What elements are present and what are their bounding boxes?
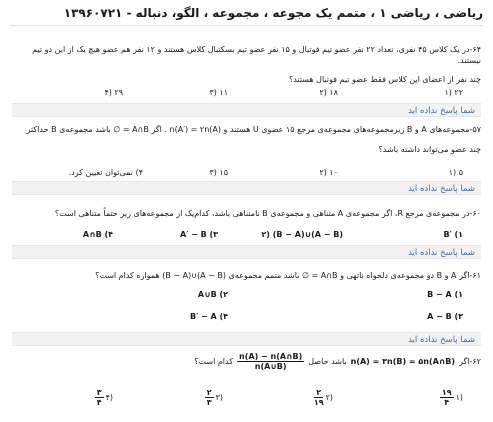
- option-4[interactable]: A∩B (۴: [82, 230, 113, 239]
- option-3[interactable]: ۱۱ (۳: [209, 88, 228, 97]
- question-text: باشد حاصل: [308, 357, 347, 366]
- fraction-numerator: n(A) − n(A∩B): [239, 352, 303, 361]
- option-1[interactable]: B′ (۱: [443, 230, 463, 239]
- option-label: (۲: [325, 393, 333, 402]
- option-3[interactable]: A′ − B (۳: [180, 230, 218, 239]
- option-denominator: ۳: [206, 398, 212, 407]
- question-57: [12, 124, 481, 155]
- question-text: ۶۱-اگر A و B دو مجموعه‌ی دلخواه ناتهی و A∩B = ∅ باشد متمم مجموعه‌ی (A − B)∪(B − A) همواره کدام است؟: [95, 271, 481, 280]
- fraction-expression: [237, 352, 304, 371]
- option-3[interactable]: [205, 388, 223, 407]
- option-4[interactable]: B′ − A (۴: [190, 312, 228, 321]
- option-2[interactable]: (A − B)∪(B − A) (۲: [261, 230, 343, 239]
- question-62: [12, 352, 481, 371]
- options-64: [20, 88, 473, 100]
- options-61-row1: [20, 290, 473, 302]
- question-64: [12, 44, 481, 85]
- option-4[interactable]: ۲۹ (۴: [104, 88, 123, 97]
- option-numerator: ۳: [96, 388, 102, 397]
- option-numerator: ۱۹: [441, 388, 452, 397]
- question-text: ۵۷-مجموعه‌های A و B زیرمجموعه‌های مجموعه‌ی مرجع ۱۵ عضوی U هستند و n(A′) = ۲n(A) . اگر A∩B = ∅ باشد مجموعه‌ی B حداکثر: [26, 125, 481, 134]
- question-text: چند نفر از اعضای این کلاس فقط عضو تیم فوتبال هستند؟: [288, 75, 481, 84]
- options-61-row2: [20, 312, 473, 324]
- option-1[interactable]: B − A (۱: [427, 290, 463, 299]
- options-62: [20, 388, 473, 414]
- question-text: ۶۲-اگر: [459, 357, 481, 366]
- question-text: ۶۰-در مجموعه‌ی مرجع R، اگر مجموعه‌ی A متناهی و مجموعه‌ی B نامتناهی باشد، کدام‌یک از مجموعه‌های زیر حتماً متناهی است؟: [54, 209, 481, 218]
- unanswered-banner: شما پاسخ نداده اید: [12, 181, 481, 195]
- unanswered-banner: شما پاسخ نداده اید: [12, 103, 481, 117]
- option-label: (۴: [105, 393, 113, 402]
- option-1[interactable]: ۵ (۱: [448, 168, 463, 177]
- option-1[interactable]: [440, 388, 463, 407]
- option-2[interactable]: ۱۸ (۲: [319, 88, 338, 97]
- option-label: (۱: [455, 393, 463, 402]
- option-numerator: ۲: [316, 388, 322, 397]
- option-numerator: ۲: [206, 388, 212, 397]
- option-denominator: ۱۹: [313, 398, 324, 407]
- condition-expression: n(A) = ۳n(B) = ۵n(A∩B): [350, 357, 456, 366]
- option-1[interactable]: ۲۲ (۱: [444, 88, 463, 97]
- question-text: کدام است؟: [194, 357, 234, 366]
- option-label: (۳: [215, 393, 223, 402]
- option-4[interactable]: ۴) نمی‌توان تعیین کرد.: [68, 168, 143, 177]
- options-57: [20, 168, 473, 180]
- option-2[interactable]: [314, 388, 333, 407]
- unanswered-banner: شما پاسخ نداده اید: [12, 332, 481, 346]
- page-title: ریاضی ، ریاضی ۱ ، متمم یک مجوعه ، مجموعه ، الگو، دنباله - ۱۳۹۶۰۷۲۱: [10, 6, 483, 26]
- question-text: چند عضو می‌تواند داشته باشد؟: [378, 145, 481, 154]
- option-3[interactable]: ۱۵ (۳: [209, 168, 228, 177]
- options-60: [20, 230, 473, 242]
- option-denominator: ۴: [96, 398, 102, 407]
- option-2[interactable]: ۱۰ (۲: [319, 168, 338, 177]
- unanswered-banner: شما پاسخ نداده اید: [12, 245, 481, 259]
- question-text: ۶۴-در یک کلاس ۴۵ نفری، تعداد ۲۲ نفر عضو تیم فوتبال و ۱۵ نفر عضو تیم بسکتبال کلاس هستند و ۱۲ نفر هم عضو هیچ یک از این دو تیم نیستند.: [32, 45, 481, 65]
- option-2[interactable]: A∪B (۲: [197, 290, 228, 299]
- question-60: [12, 208, 481, 219]
- option-4[interactable]: [95, 388, 113, 407]
- fraction-denominator: n(A∪B): [254, 362, 287, 371]
- option-3[interactable]: A − B (۳: [427, 312, 463, 321]
- option-denominator: ۴: [444, 398, 450, 407]
- question-61: [12, 270, 481, 281]
